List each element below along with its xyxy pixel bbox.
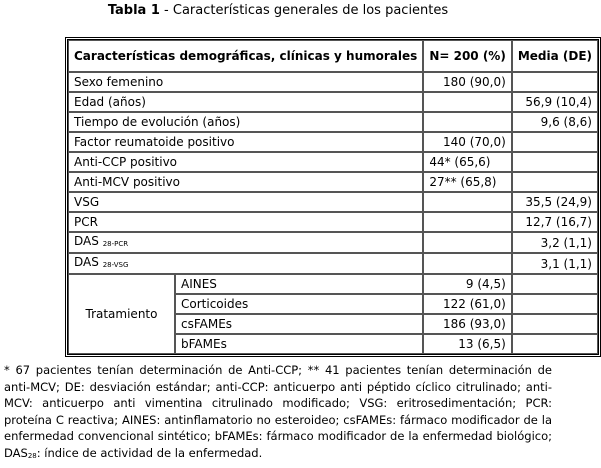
footnote-text: * 67 pacientes tenían determinación de Anti-CCP; ** 41 pacientes tenían determinación de anti-MCV; DE: desviación estándar; anti-CCP: anticuerpo anti péptido cíclico citrulinado; anti-MCV: anticuerpo anti vimentina citrulinado modificado; VSG: eritrosedimentación; PCR: proteína C reactiva; AINES: antinflamatorio no esteroideo; csFAMEs: fármaco modificador de la enfermedad convencional sintético; bFAMEs: fármaco modificador de la enfermedad biológico; DAS	[4, 363, 552, 460]
row-media	[512, 152, 598, 172]
footnote-text-end: : índice de actividad de la enfermedad.	[36, 445, 263, 460]
das-label: DAS	[74, 234, 99, 248]
row-n	[423, 212, 512, 232]
row-media: 9,6 (8,6)	[512, 112, 598, 132]
row-label: Tiempo de evolución (años)	[68, 112, 423, 132]
treatment-item-n: 9 (4,5)	[423, 274, 512, 294]
table-row	[68, 152, 598, 172]
row-n: 140 (70,0)	[423, 132, 512, 152]
table-caption-text: - Características generales de los pacientes	[159, 3, 449, 18]
table-footnote	[4, 362, 552, 464]
treatment-item-n: 186 (93,0)	[423, 314, 512, 334]
table-header-row	[68, 40, 598, 72]
das-subscript: 28-VSG	[102, 261, 129, 269]
row-media: 3,2 (1,1)	[512, 232, 598, 253]
treatment-item-media	[512, 334, 598, 354]
treatment-item-label: AINES	[175, 274, 423, 294]
row-label: Factor reumatoide positivo	[68, 132, 423, 152]
table-row-treatment	[68, 274, 598, 294]
treatment-item-media	[512, 314, 598, 334]
header-media: Media (DE)	[512, 40, 598, 72]
treatment-item-n: 122 (61,0)	[423, 294, 512, 314]
row-n	[423, 232, 512, 253]
row-n: 180 (90,0)	[423, 72, 512, 92]
treatment-item-label: Corticoides	[175, 294, 423, 314]
table-row	[68, 232, 598, 253]
treatment-item-media	[512, 274, 598, 294]
row-label: Anti-MCV positivo	[68, 172, 423, 192]
row-media	[512, 172, 598, 192]
table-caption-label: Tabla 1	[107, 3, 160, 18]
row-media: 12,7 (16,7)	[512, 212, 598, 232]
das-label: DAS	[74, 255, 99, 269]
table-row	[68, 172, 598, 192]
footnote-das-subscript: 28	[27, 451, 37, 460]
row-label: VSG	[68, 192, 423, 212]
row-n	[423, 92, 512, 112]
table-row	[68, 112, 598, 132]
row-label: PCR	[68, 212, 423, 232]
row-n: 44* (65,6)	[423, 152, 512, 172]
das-subscript: 28-PCR	[102, 240, 129, 248]
treatment-item-label: csFAMEs	[175, 314, 423, 334]
table-caption	[0, 2, 556, 20]
row-label: Anti-CCP positivo	[68, 152, 423, 172]
characteristics-table	[65, 37, 601, 357]
row-n	[423, 192, 512, 212]
treatment-item-media	[512, 294, 598, 314]
row-n	[423, 253, 512, 274]
row-label: Sexo femenino	[68, 72, 423, 92]
treatment-item-n: 13 (6,5)	[423, 334, 512, 354]
row-media: 56,9 (10,4)	[512, 92, 598, 112]
row-n: 27** (65,8)	[423, 172, 512, 192]
table-row	[68, 72, 598, 92]
row-media	[512, 132, 598, 152]
treatment-label: Tratamiento	[68, 274, 175, 354]
row-label: Edad (años)	[68, 92, 423, 112]
row-media: 35,5 (24,9)	[512, 192, 598, 212]
table-row	[68, 192, 598, 212]
table-row	[68, 92, 598, 112]
row-n	[423, 112, 512, 132]
header-characteristics: Características demográficas, clínicas y humorales	[68, 40, 423, 72]
table-row	[68, 253, 598, 274]
treatment-item-label: bFAMEs	[175, 334, 423, 354]
row-label	[68, 232, 423, 253]
header-n: N= 200 (%)	[423, 40, 512, 72]
row-label	[68, 253, 423, 274]
table-row	[68, 132, 598, 152]
table-row	[68, 212, 598, 232]
row-media	[512, 72, 598, 92]
row-media: 3,1 (1,1)	[512, 253, 598, 274]
